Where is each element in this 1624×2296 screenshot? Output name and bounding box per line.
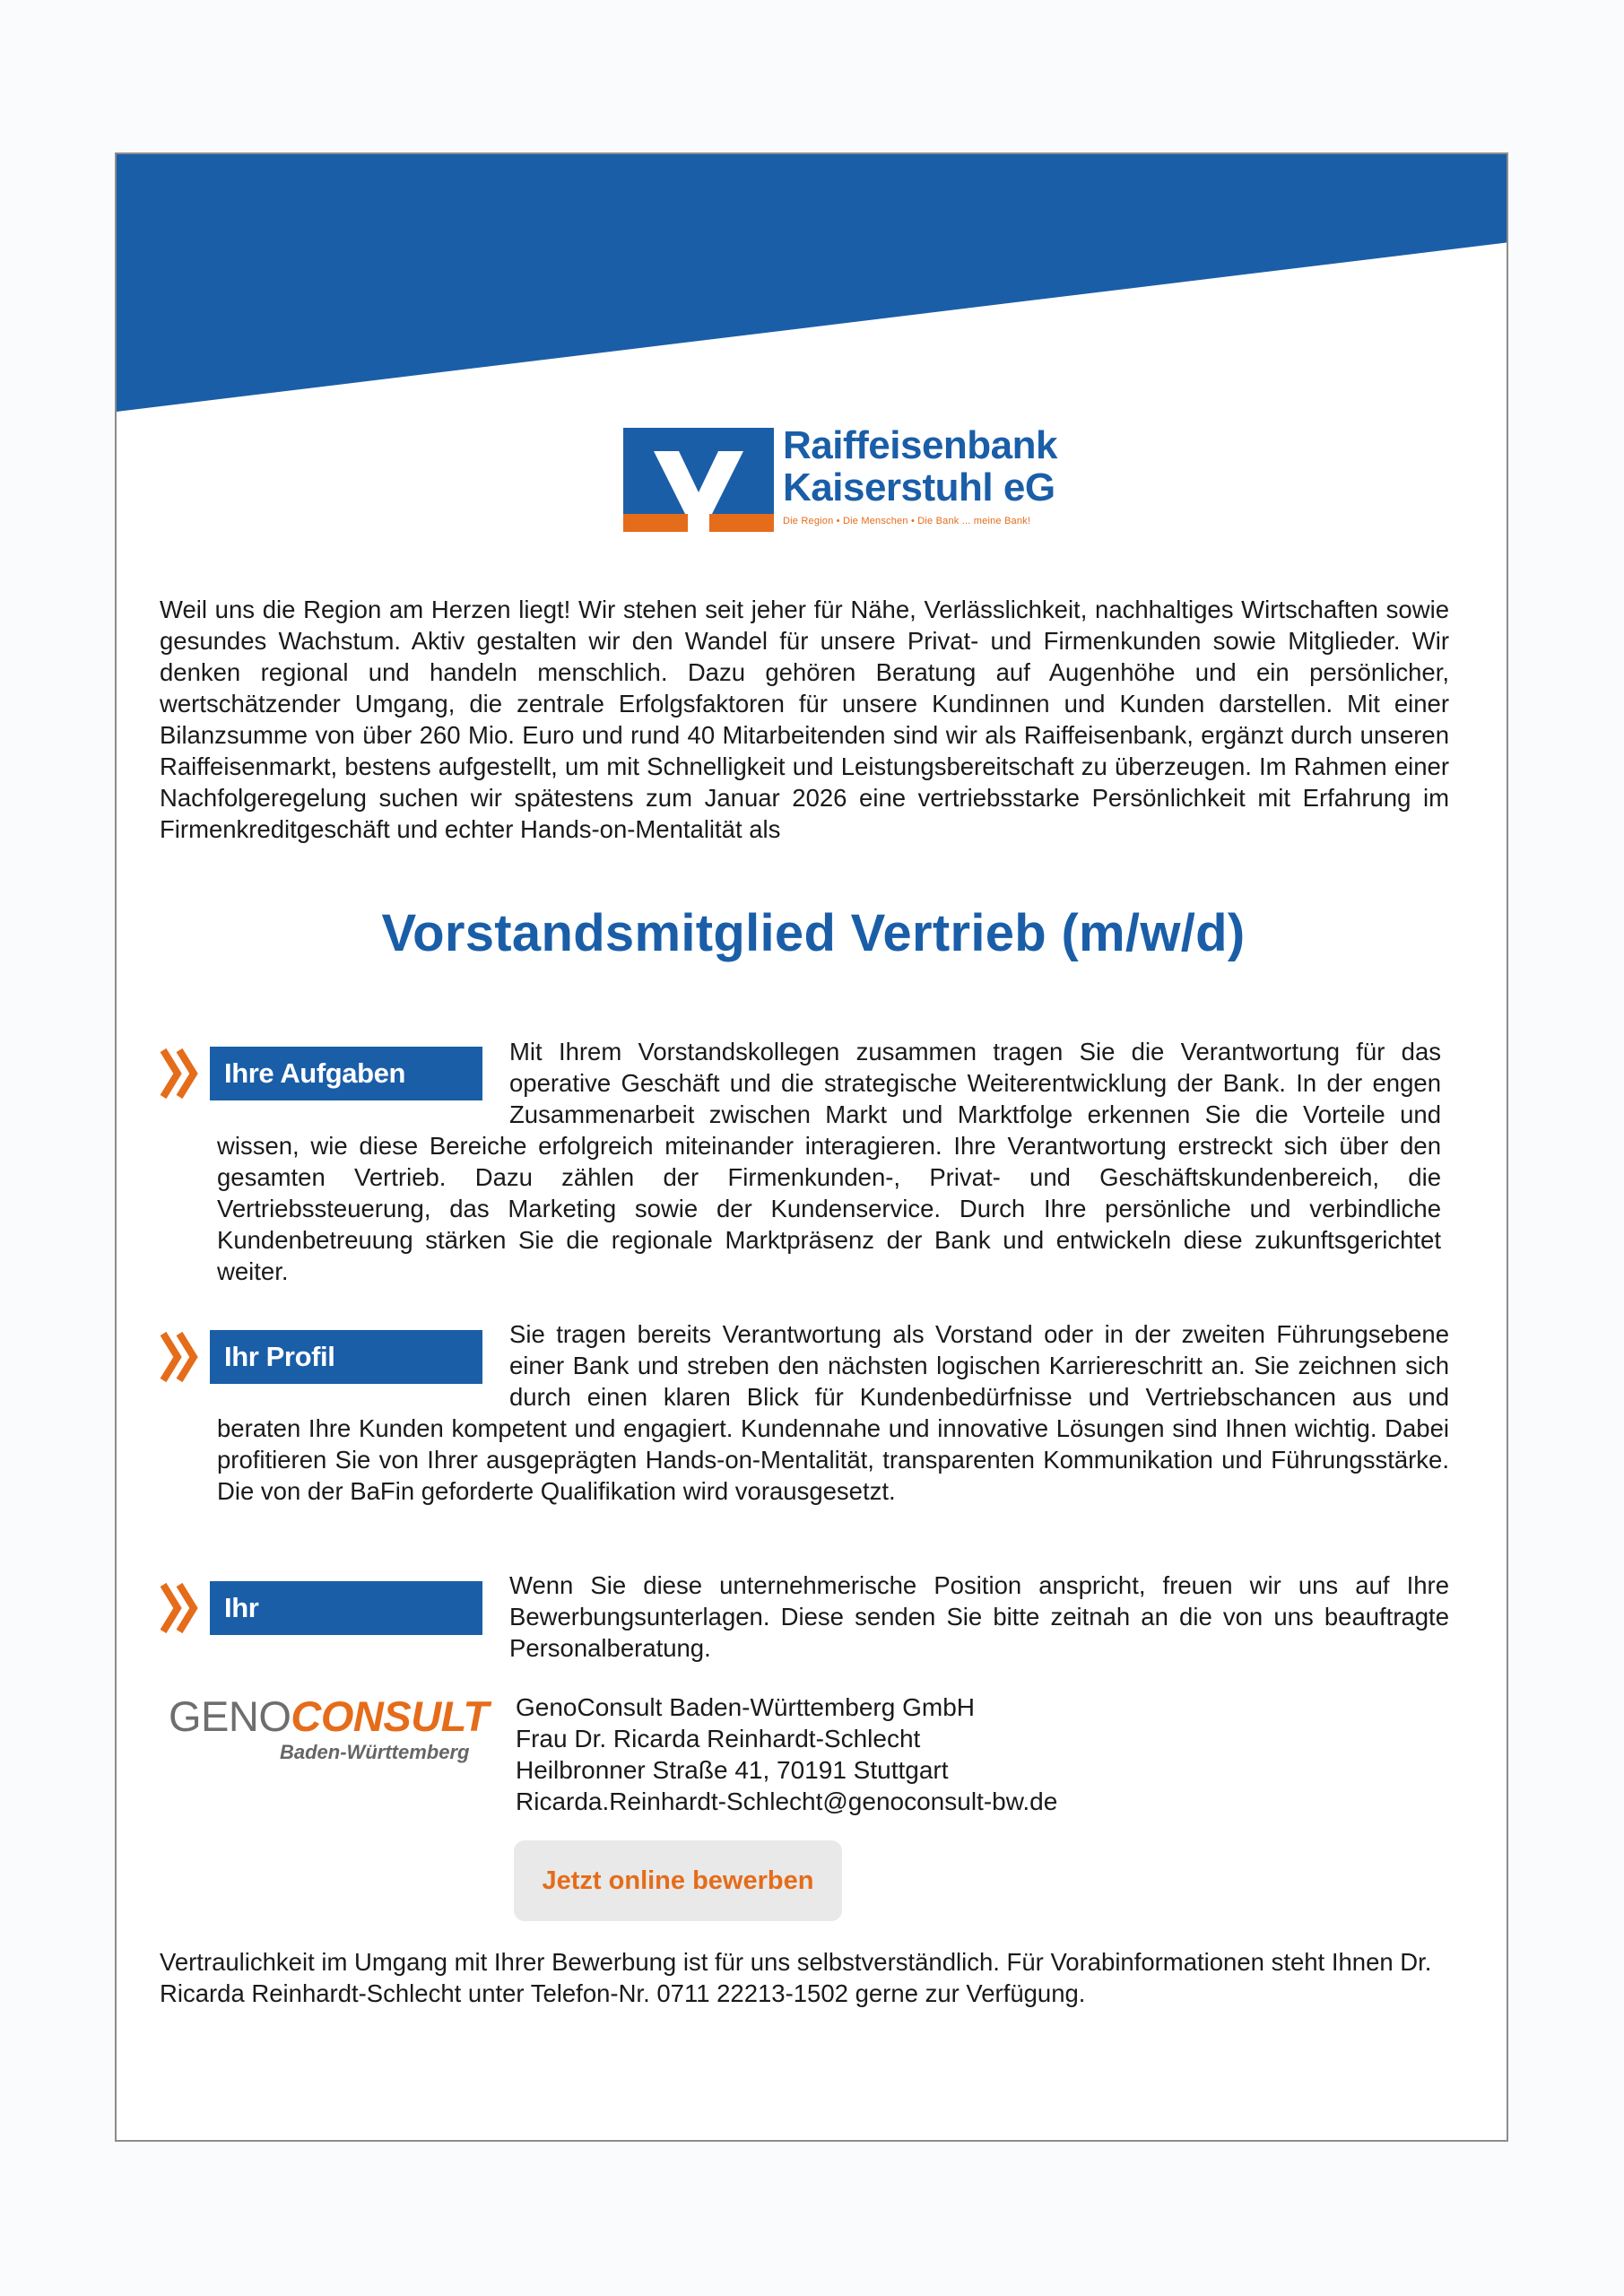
bank-name-line2: Kaiserstuhl eG (783, 465, 1055, 509)
double-chevron-icon (160, 1579, 199, 1637)
section-label-aufgaben: Ihre Aufgaben (210, 1047, 482, 1100)
footer-text-before: Vertraulichkeit im Umgang mit Ihrer Bewerbung ist für uns selbstverständlich. Für Vorabinformationen steht Ihnen Dr. Ricarda Reinhardt-Schlecht unter Telefon-Nr. (160, 1948, 1432, 2007)
genoconsult-part1: GENO (169, 1692, 291, 1740)
profil-text: Sie tragen bereits Verantwortung als Vorstand oder in der zweiten Führungsebene einer Bank und streben den nächsten logischen Karriereschritt an. Sie zeichnen sich durch einen klaren Blick für Kundenbedürfnisse und Vertriebschancen aus und beraten Ihre Kunden kompetent und engagiert. Kundennahe und innovative Lösungen sind Ihnen wichtig. Dabei profitieren Sie von Ihrer ausgeprägten Hands-on-Mentalität, transparenten Kommunikation und Führungsstärke. Die von der BaFin geforderte Qualifikation wird vorausgesetzt. (217, 1320, 1449, 1505)
double-chevron-icon (160, 1328, 199, 1386)
footer-paragraph (160, 1946, 1449, 2009)
genoconsult-logo (169, 1692, 491, 1782)
section-text-aufgaben (217, 1036, 1441, 1287)
section-text-ansprechpartner (217, 1570, 1449, 1664)
raiffeisen-v-mark-icon (623, 428, 774, 532)
double-chevron-icon (160, 1045, 199, 1102)
section-spacer (217, 1036, 509, 1130)
genoconsult-sub: Baden-Württemberg (280, 1741, 470, 1763)
intro-paragraph: Weil uns die Region am Herzen liegt! Wir stehen seit jeher für Nähe, Verlässlichkeit, nachhaltiges Wirtschaften sowie gesundes Wachstum. Aktiv gestalten wir den Wandel für unsere Privat- und Firmenkunden sowie Mitglieder. Wir denken regional und handeln menschlich. Dazu gehören Beratung auf Augenhöhe und ein persönlicher, wertschätzender Umgang, die zentrale Erfolgsfaktoren für unsere Kundinnen und Kunden darstellen. Mit einer Bilanzsumme von über 260 Mio. Euro und rund 40 Mitarbeitenden sind wir als Raiffeisenbank, ergänzt durch unseren Raiffeisenmarkt, bestens aufgestellt, um mit Schnelligkeit und Leistungsbereitschaft zu überzeugen. Im Rahmen einer Nachfolgeregelung suchen wir spätestens zum Januar 2026 eine vertriebsstarke Persönlichkeit mit Erfahrung im Firmenkreditgeschäft und echter Hands-on-Mentalität als (160, 596, 1449, 843)
aufgaben-text: Mit Ihrem Vorstandskollegen zusammen tragen Sie die Verantwortung für das operative Geschäft und die strategische Weiterentwicklung der Bank. In der engen Zusammenarbeit zwischen Markt und Marktfolge erkennen Sie die Vorteile und wissen, wie diese Bereiche erfolgreich miteinander interagieren. Ihre Verantwortung erstreckt sich über den gesamten Vertrieb. Dazu zählen der Firmenkunden-, Privat- und Geschäftskundenbereich, die Vertriebssteuerung, das Marketing sowie der Kundenservice. Durch Ihre persönliche und verbindliche Kundenbetreuung stärken Sie die regionale Marktpräsenz der Bank und entwickeln diese zukunftsgerichtet weiter. (217, 1038, 1441, 1285)
section-label-ansprechpartner: Ihr Ansprechpartner (210, 1581, 482, 1635)
section-spacer (217, 1570, 509, 1664)
section-label-profil: Ihr Profil (210, 1330, 482, 1384)
contact-company: GenoConsult Baden-Württemberg GmbH (516, 1693, 975, 1721)
genoconsult-wordmark (169, 1692, 491, 1741)
job-title: Vorstandsmitglied Vertrieb (m/w/d) (381, 904, 1246, 962)
bank-name-line1: Raiffeisenbank (783, 423, 1057, 467)
bank-name (783, 424, 1057, 509)
contact-block (516, 1692, 1057, 1817)
footer-phone[interactable]: 0711 22213-1502 (656, 1979, 848, 2007)
apply-online-button[interactable]: Jetzt online bewerben (514, 1840, 842, 1921)
job-ad-page (115, 152, 1508, 2142)
contact-email[interactable]: Ricarda.Reinhardt-Schlecht@genoconsult-bw.de (516, 1787, 1058, 1815)
bank-slogan: Die Region • Die Menschen • Die Bank ... meine Bank! (783, 516, 1031, 526)
header-band (117, 154, 1508, 423)
raiffeisenbank-logo (623, 423, 1057, 532)
contact-address: Heilbronner Straße 41, 70191 Stuttgart (516, 1756, 949, 1784)
genoconsult-part2: CONSULT (291, 1692, 489, 1740)
section-text-profil (217, 1318, 1449, 1507)
section-spacer (217, 1318, 509, 1413)
ansprechpartner-text: Wenn Sie diese unternehmerische Position anspricht, freuen wir uns auf Ihre Bewerbungsunterlagen. Diese senden Sie bitte zeitnah an die von uns beauftragte Personalberatung. (509, 1571, 1449, 1662)
footer-text-after: gerne zur Verfügung. (847, 1979, 1086, 2007)
contact-person: Frau Dr. Ricarda Reinhardt-Schlecht (516, 1725, 921, 1752)
